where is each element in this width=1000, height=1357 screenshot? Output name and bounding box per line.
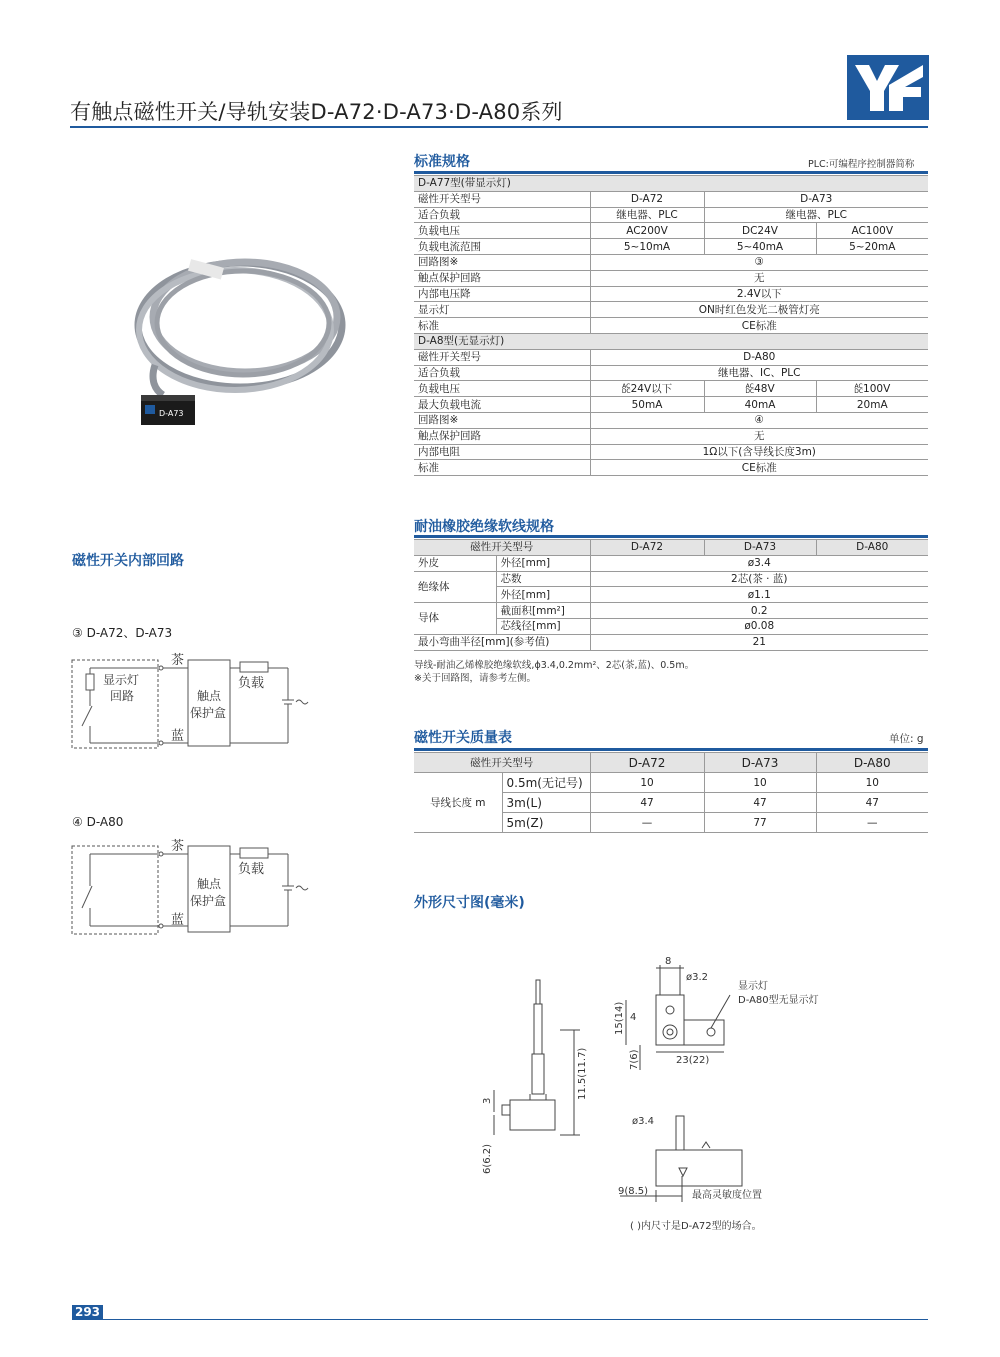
- cable-note-2: ※关于回路图，请参考左侧。: [414, 673, 536, 684]
- spec-note: PLC:可编程序控制器简称: [808, 159, 915, 170]
- svg-text:回路: 回路: [110, 689, 135, 703]
- group-header: D-A77型(带显示灯): [414, 176, 928, 192]
- circuit-3-diagram: [70, 648, 320, 753]
- header-rule: [70, 126, 928, 128]
- svg-text:保护盒: 保护盒: [190, 706, 227, 720]
- svg-text:负载: 负载: [238, 676, 265, 691]
- dimension-drawing: [470, 940, 870, 1240]
- mass-unit: 单位: g: [889, 733, 924, 745]
- table-row: 3m(L) 47 47 47: [414, 793, 928, 813]
- page-title: 有触点磁性开关/导轨安装D-A72·D-A73·D-A80系列: [70, 100, 563, 124]
- svg-text:ø3.4: ø3.4: [632, 1116, 655, 1127]
- table-row: 最大负载电流 50mA 40mA 20mA: [414, 397, 928, 413]
- table-header: 磁性开关型号 D-A72 D-A73 D-A80: [414, 753, 928, 773]
- table-row: 磁性开关型号 D-A72 D-A73: [414, 191, 928, 207]
- table-row: 标准 CE标准: [414, 460, 928, 476]
- svg-text:保护盒: 保护盒: [190, 894, 227, 908]
- svg-text:蓝: 蓝: [171, 913, 185, 928]
- table-row: 触点保护回路 无: [414, 270, 928, 286]
- svg-text:8: 8: [665, 956, 672, 967]
- table-row: 显示灯 ON时红色发光二极管灯亮: [414, 302, 928, 318]
- table-row: 导线长度 m 0.5m(无记号) 10 10 10: [414, 773, 928, 793]
- svg-text:触点: 触点: [197, 689, 222, 703]
- table-row: 负载电压 AC DC24V以下 AC DC48V AC DC100V: [414, 381, 928, 397]
- table-row: 触点保护回路 无: [414, 428, 928, 444]
- table-row: 内部电压降 2.4V以下: [414, 286, 928, 302]
- svg-text:茶: 茶: [171, 839, 185, 854]
- cable-note-1: 导线-耐油乙烯橡胶绝缘软线,ϕ3.4,0.2mm²、2芯(茶,蓝)、0.5m。: [414, 660, 695, 671]
- table-row: 磁性开关型号 D-A80: [414, 349, 928, 365]
- table-row: 负载电压 AC200V DC24V AC100V: [414, 223, 928, 239]
- circuit-3-label: ③ D-A72、D-A73: [72, 626, 173, 640]
- cable-title: 耐油橡胶绝缘软线规格: [414, 519, 554, 535]
- group-header: D-A8型(无显示灯): [414, 333, 928, 349]
- table-row: 外径[mm] ø1.1: [414, 587, 928, 603]
- svg-text:23(22): 23(22): [676, 1055, 710, 1066]
- svg-text:ø3.2: ø3.2: [686, 972, 709, 983]
- table-row: 内部电阻 1Ω以下(含导线长度3m): [414, 444, 928, 460]
- svg-text:最高灵敏度位置: 最高灵敏度位置: [692, 1190, 762, 1201]
- spec-topbar: [414, 171, 928, 174]
- page-number: 293: [72, 1305, 103, 1320]
- table-row: 适合负载 继电器、IC、PLC: [414, 365, 928, 381]
- cable-table: [414, 539, 928, 651]
- svg-text:蓝: 蓝: [171, 729, 185, 744]
- table-row: 导体 截面积[mm²] 0.2: [414, 603, 928, 619]
- table-row: 标准 CE标准: [414, 318, 928, 334]
- cable-topbar: [414, 535, 928, 538]
- product-photo: [115, 245, 355, 430]
- svg-text:4: 4: [630, 1012, 637, 1023]
- svg-text:9(8.5): 9(8.5): [618, 1186, 649, 1197]
- brand-logo: [847, 55, 929, 120]
- svg-text:3: 3: [482, 1097, 493, 1104]
- svg-text:茶: 茶: [171, 653, 185, 668]
- dims-note: ( )内尺寸是D-A72型的场合。: [630, 1221, 762, 1232]
- mass-topbar: [414, 748, 928, 751]
- circuit-4-label: ④ D-A80: [72, 815, 124, 829]
- circuit-title: 磁性开关内部回路: [72, 553, 184, 569]
- circuit-4-diagram: [70, 836, 320, 938]
- table-header: 磁性开关型号 D-A72 D-A73 D-A80: [414, 540, 928, 556]
- footer-rule: [103, 1319, 928, 1320]
- svg-text:15(14): 15(14): [614, 1001, 625, 1035]
- table-row: 芯线径[mm] ø0.08: [414, 618, 928, 634]
- svg-text:显示灯: 显示灯: [738, 981, 768, 992]
- svg-text:7(6): 7(6): [629, 1049, 640, 1070]
- svg-text:6(6.2): 6(6.2): [482, 1143, 493, 1174]
- svg-text:负载: 负载: [238, 862, 265, 877]
- mass-table: [414, 752, 928, 833]
- table-row: 适合负载 继电器、PLC 继电器、PLC: [414, 207, 928, 223]
- table-row: 回路图※ ④: [414, 412, 928, 428]
- table-row: 负载电流范围 5~10mA 5~40mA 5~20mA: [414, 239, 928, 255]
- table-row: 外皮 外径[mm] ø3.4: [414, 555, 928, 571]
- svg-text:触点: 触点: [197, 877, 222, 891]
- spec-table: [414, 175, 928, 476]
- table-row: 5m(Z) — 77 —: [414, 813, 928, 833]
- table-row: 回路图※ ③: [414, 254, 928, 270]
- svg-text:D-A80型无显示灯: D-A80型无显示灯: [738, 995, 819, 1006]
- table-row: 最小弯曲半径[mm](参考值) 21: [414, 634, 928, 650]
- product-label: D-A73: [159, 409, 184, 418]
- dims-title: 外形尺寸图(毫米): [414, 895, 525, 911]
- mass-title: 磁性开关质量表: [414, 730, 512, 746]
- spec-title: 标准规格: [414, 154, 470, 170]
- table-row: 绝缘体 芯数 2芯(茶 · 蓝): [414, 571, 928, 587]
- svg-text:11.5(11.7): 11.5(11.7): [577, 1047, 588, 1100]
- svg-text:显示灯: 显示灯: [103, 673, 140, 687]
